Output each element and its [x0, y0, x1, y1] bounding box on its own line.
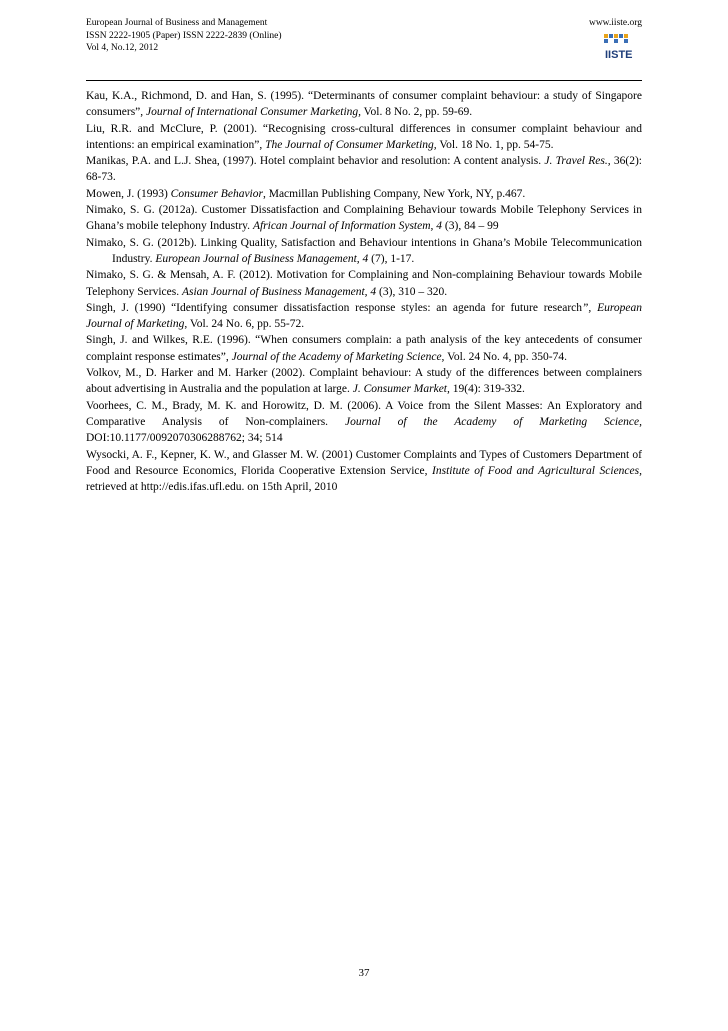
reference-italic-text: Journal of the Academy of Marketing Science, [231, 350, 445, 363]
reference-italic-text: J. Travel Res., [544, 155, 611, 168]
reference-entry [86, 447, 642, 496]
reference-text: Mowen, J. (1993) [86, 187, 171, 200]
reference-text: Nimako, S. G. & Mensah, A. F. (2012). Motivation for Complaining and Non-complaining Behaviour towards Mobile Telephony Services. [86, 269, 642, 298]
reference-text: 36(2): 68-73. [86, 155, 642, 184]
reference-italic-text: J. Consumer Market, [352, 383, 450, 396]
reference-text: Manikas, P.A. and L.J. Shea, (1997). Hotel complaint behavior and resolution: A content analysis. [86, 155, 545, 168]
page-number: 37 [358, 967, 370, 979]
journal-name: European Journal of Business and Management [86, 18, 268, 28]
iiste-logo-icon [602, 32, 636, 62]
reference-entry [86, 267, 642, 300]
reference-italic-text: ”, European Journal of Marketing [86, 301, 642, 331]
reference-text: Vol. 8 No. 2, pp. 59-69. [361, 106, 473, 119]
reference-italic-text: Consumer Behavior [170, 187, 263, 200]
reference-italic-text: African Journal of Information System, 4 [252, 220, 443, 233]
journal-url: www.iiste.org [588, 18, 642, 28]
reference-text: (3), 310 – 320. [376, 285, 448, 298]
reference-italic-text: European Journal of Business Management, 4 [155, 252, 369, 265]
reference-entry [86, 235, 642, 268]
reference-text: Wysocki, A. F., Kepner, K. W., and Glasser M. W. (2001) Customer Complaints and Types of Customers Department of Food and Resource Economics, Florida Cooperative Extension Service, [86, 448, 642, 477]
reference-text: Singh, J. and Wilkes, R.E. (1996). “When consumers complain: a path analysis of the key antecedents of consumer complaint response estimates”, [86, 334, 642, 363]
reference-italic-text: Journal of the Academy of Marketing Science, [344, 415, 642, 428]
reference-text: Voorhees, C. M., Brady, M. K. and Horowitz, D. M. (2006). A Voice from the Silent Masses: An Exploratory and Comparative Analysis of Non-complainers. [86, 399, 642, 428]
reference-italic-text: Institute of Food and Agricultural Sciences, [432, 464, 642, 477]
reference-text: , Vol. 24 No. 6, pp. 55-72. [184, 318, 305, 331]
reference-list [86, 88, 642, 495]
volume-line: Vol 4, No.12, 2012 [86, 43, 159, 53]
reference-entry [86, 153, 642, 186]
reference-text: Liu, R.R. and McClure, P. (2001). “Recognising cross-cultural differences in consumer complaint behaviour and intentions: an empirical examination”, [86, 122, 642, 151]
reference-italic-text: The Journal of Consumer Marketing, [265, 138, 437, 151]
reference-text: , Macmillan Publishing Company, New York, NY, p.467. [262, 187, 526, 200]
reference-text: Kau, K.A., Richmond, D. and Han, S. (1995). “Determinants of consumer complaint behaviour: a study of Singapore consumers”, [86, 90, 642, 119]
header-rule [86, 80, 642, 81]
reference-entry [86, 300, 642, 333]
page-header [86, 17, 642, 79]
reference-text: Nimako, S. G. (2012a). Customer Dissatisfaction and Complaining Behaviour towards Mobile Telephony Services in Ghana’s mobile telephony Industry. [86, 204, 642, 233]
reference-text: Singh, J. (1990) “Identifying consumer dissatisfaction response styles: an agenda for future research [86, 301, 583, 314]
reference-entry [86, 186, 642, 202]
reference-text: retrieved at http://edis.ifas.ufl.edu. on 15th April, 2010 [86, 481, 338, 494]
reference-entry [86, 202, 642, 235]
reference-entry [86, 398, 642, 447]
svg-text:IISTE: IISTE [605, 49, 633, 61]
reference-text: Vol. 18 No. 1, pp. 54-75. [436, 138, 554, 151]
issn-line: ISSN 2222-1905 (Paper) ISSN 2222-2839 (Online) [86, 30, 282, 41]
reference-text: DOI:10.1177/0092070306288762; 34; 514 [86, 432, 283, 445]
reference-entry [86, 121, 642, 154]
reference-text: (3), 84 – 99 [442, 220, 499, 233]
reference-italic-text: Asian Journal of Business Management, 4 [181, 285, 377, 298]
reference-text: Nimako, S. G. (2012b). Linking Quality, Satisfaction and Behaviour intentions in Ghana’s Mobile Telecommunication Industry. [86, 236, 642, 265]
reference-italic-text: Journal of International Consumer Marketing, [146, 106, 362, 119]
reference-entry [86, 332, 642, 365]
reference-entry [86, 88, 642, 121]
reference-text: Vol. 24 No. 4, pp. 350-74. [444, 350, 568, 363]
reference-text: 19(4): 319-332. [449, 383, 525, 396]
reference-text: (7), 1-17. [368, 252, 415, 265]
reference-entry [86, 365, 642, 398]
reference-text: Volkov, M., D. Harker and M. Harker (2002). Complaint behaviour: A study of the differences between complainers about advertising in Australia and the population at large. [86, 367, 642, 396]
header-lines [86, 17, 282, 55]
